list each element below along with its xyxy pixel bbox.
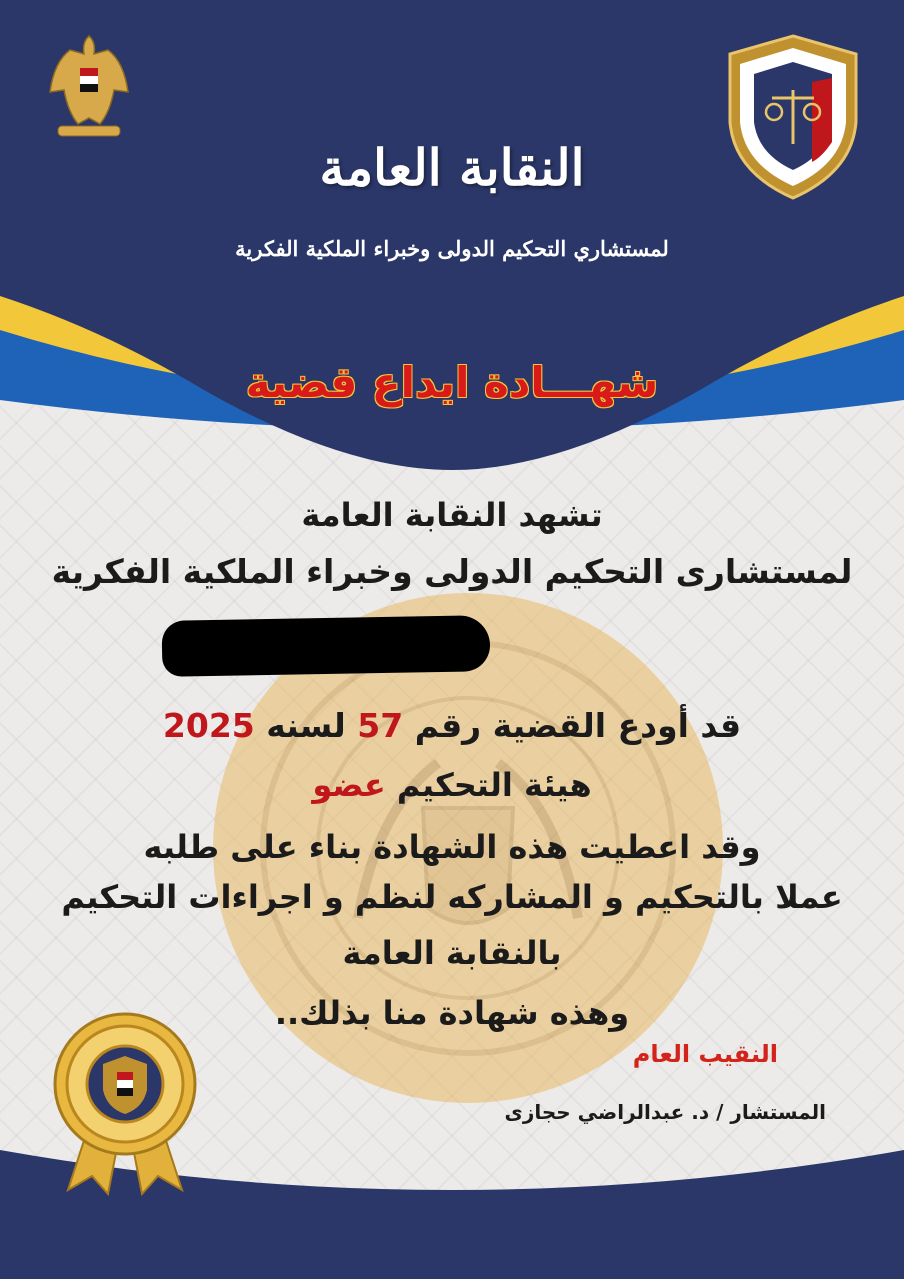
case-year: 2025 xyxy=(162,706,255,745)
line4-prefix: قد أودع القضية رقم xyxy=(414,706,742,745)
signature-title: النقيب العام xyxy=(632,1040,778,1068)
header-title: النقابة العامة xyxy=(319,138,585,197)
body-line-7: عملا بالتحكيم و المشاركه لنظم و اجراءات التحكيم xyxy=(61,878,843,916)
redacted-name-block xyxy=(162,615,491,677)
line4-middle: لسنه xyxy=(266,706,346,745)
body-line-6: وقد اعطيت هذه الشهادة بناء على طلبه xyxy=(143,828,761,866)
header-subtitle: لمستشاري التحكيم الدولى وخبراء الملكية الفكرية xyxy=(235,236,669,261)
body-line-9: وهذه شهادة منا بذلك.. xyxy=(274,994,630,1032)
body-line-1: تشهد النقابة العامة xyxy=(301,496,603,534)
body-line-5 xyxy=(0,766,904,804)
eagle-emblem-icon xyxy=(48,32,130,140)
case-number: 57 xyxy=(357,706,404,745)
gold-seal-icon xyxy=(50,1012,200,1197)
body-line-4 xyxy=(0,706,904,745)
certificate-title: شهـــادة ايداع قضية xyxy=(245,358,659,407)
line5-prefix: هيئة التحكيم xyxy=(396,766,592,804)
signature-name: المستشار / د. عبدالراضي حجازى xyxy=(504,1100,826,1124)
role-value: عضو xyxy=(312,766,386,804)
body-line-2: لمستشارى التحكيم الدولى وخبراء الملكية الفكرية xyxy=(51,552,853,591)
body-line-8: بالنقابة العامة xyxy=(342,934,562,972)
